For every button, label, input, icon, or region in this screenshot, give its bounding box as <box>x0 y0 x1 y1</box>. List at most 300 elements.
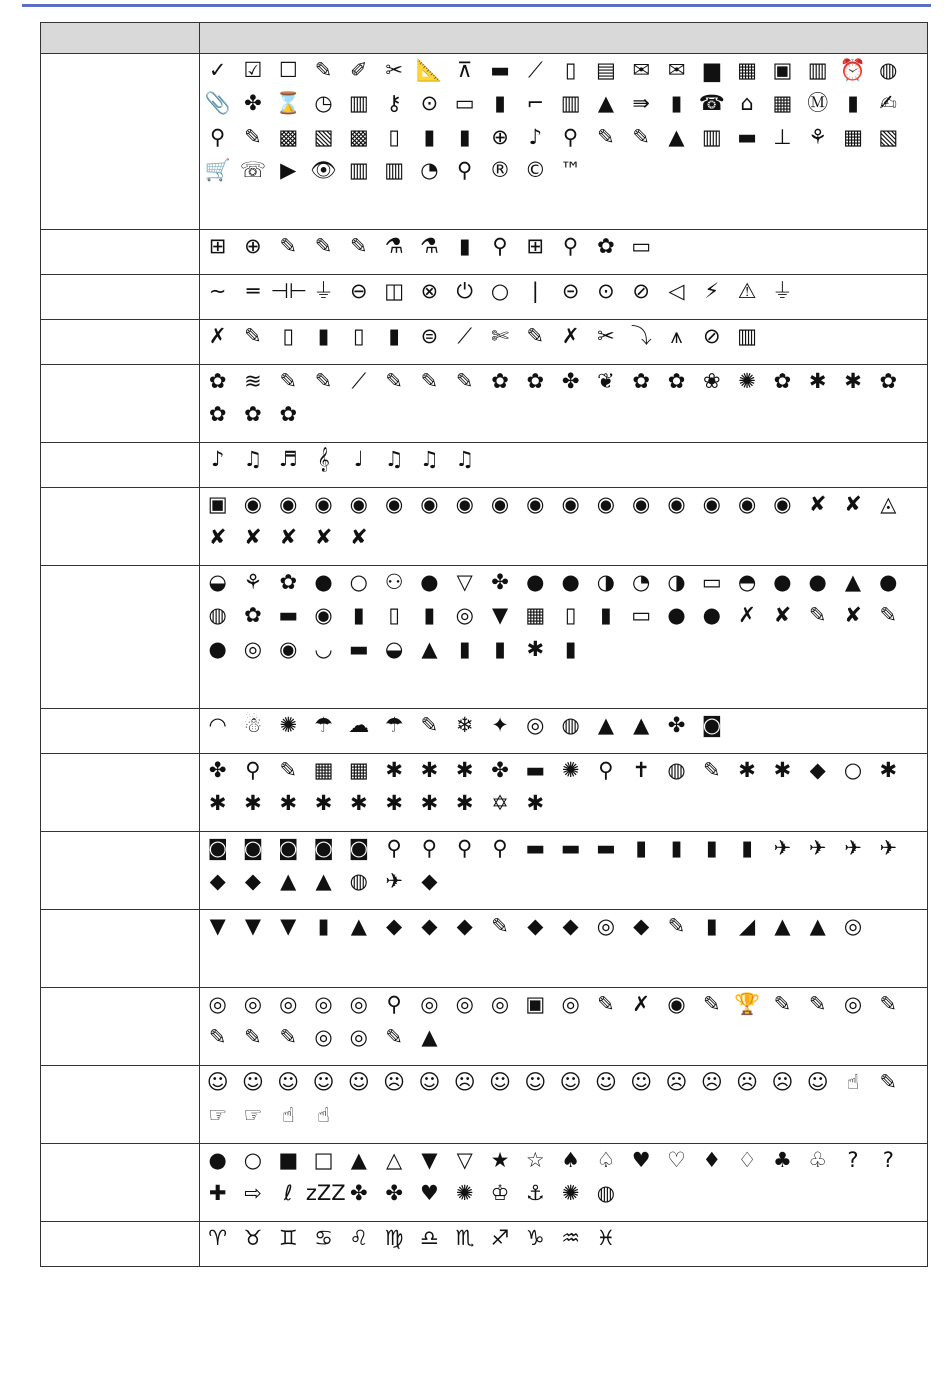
symbol-glyph: ✘ <box>844 492 862 516</box>
symbol-glyph: ☁ <box>348 713 370 737</box>
symbol-glyph: ⊼ <box>457 58 473 82</box>
symbol-glyph: ℓ <box>283 1181 293 1206</box>
symbol-glyph: ❄ <box>455 713 474 737</box>
symbol-glyph: ● <box>702 603 721 628</box>
symbol-glyph: ● <box>879 570 898 594</box>
symbols-cell <box>200 566 928 709</box>
symbol-glyph: ☺ <box>312 1070 335 1094</box>
symbol-glyph: ◔ <box>420 158 439 183</box>
symbol-glyph: ⚲ <box>457 836 473 860</box>
symbol-glyph: ◠ <box>208 713 227 737</box>
header-category <box>41 23 200 54</box>
symbol-glyph: ☹ <box>771 1070 794 1094</box>
symbol-glyph: ▬ <box>490 58 510 82</box>
symbol-glyph: ✎ <box>597 124 615 149</box>
symbol-glyph: 🛒 <box>204 158 231 183</box>
symbol-glyph: ◉ <box>702 492 721 516</box>
symbol-grid <box>200 1066 927 1133</box>
symbol-glyph: ▦ <box>737 58 758 82</box>
symbol-glyph: ☺ <box>630 1070 653 1094</box>
category-cell <box>41 566 200 709</box>
symbol-glyph: ⚲ <box>209 124 226 149</box>
symbol-glyph: ◎ <box>314 992 333 1016</box>
symbol-glyph: ☞ <box>208 1103 228 1128</box>
symbol-glyph: ◉ <box>314 603 333 628</box>
symbol-glyph: ▲ <box>597 91 614 116</box>
symbol-glyph: ▮ <box>353 603 365 628</box>
symbol-glyph: ⚲ <box>386 992 402 1016</box>
symbol-glyph: ▼ <box>491 603 509 628</box>
symbol-glyph: △ <box>386 1148 403 1172</box>
symbol-glyph: © <box>524 158 546 183</box>
symbol-glyph: ▮ <box>388 324 400 348</box>
table-row <box>41 910 928 988</box>
symbol-glyph: ✗ <box>738 603 756 628</box>
symbol-glyph: ◆ <box>562 914 579 938</box>
symbol-glyph: ☺ <box>524 1070 547 1094</box>
symbol-glyph: ◉ <box>737 492 757 516</box>
symbol-glyph: ✎ <box>279 234 298 258</box>
symbol-glyph: ◎ <box>561 992 580 1016</box>
symbol-glyph: ❀ <box>703 369 721 393</box>
symbol-glyph: ✎ <box>879 603 898 628</box>
symbol-glyph: ▣ <box>207 492 228 516</box>
symbols-cell <box>200 754 928 832</box>
symbol-glyph: ⊙ <box>597 279 615 303</box>
symbol-glyph: ♦ <box>702 1148 722 1172</box>
symbol-glyph: ⚲ <box>245 758 261 782</box>
symbol-glyph: ✎ <box>808 992 827 1016</box>
symbol-glyph: ▲ <box>844 570 862 594</box>
symbols-cell <box>200 230 928 275</box>
symbol-glyph: ⚗ <box>384 234 404 258</box>
symbol-glyph: ◎ <box>349 992 368 1016</box>
symbol-glyph: ◑ <box>667 570 686 594</box>
symbol-glyph: ⚘ <box>243 570 263 594</box>
symbol-glyph: ⊘ <box>632 279 651 303</box>
symbol-glyph: ☂ <box>384 713 404 737</box>
symbol-glyph: ✿ <box>773 369 792 393</box>
symbol-glyph: ✎ <box>526 324 545 348</box>
symbol-glyph: ✈ <box>385 869 403 894</box>
symbol-glyph: ◆ <box>209 869 226 894</box>
symbol-glyph: ✎ <box>385 1025 403 1050</box>
symbol-glyph: ◉ <box>279 636 298 661</box>
symbol-glyph: ✿ <box>879 369 898 393</box>
symbol-glyph: ◎ <box>596 914 616 938</box>
symbol-glyph: ◓ <box>737 570 757 594</box>
symbol-glyph: ⏚ <box>771 279 793 303</box>
symbol-glyph: ⊜ <box>420 324 439 348</box>
symbol-grid <box>200 709 927 742</box>
symbol-glyph: ▶ <box>280 158 297 183</box>
symbol-glyph: ? <box>847 1148 859 1172</box>
symbols-cell <box>200 910 928 988</box>
category-cell <box>41 709 200 754</box>
symbol-glyph: ✱ <box>385 758 403 782</box>
symbol-glyph: ● <box>808 570 827 594</box>
category-cell <box>41 488 200 566</box>
symbol-glyph: ✎ <box>597 992 615 1016</box>
symbol-glyph: ◎ <box>455 603 474 628</box>
symbol-glyph: ⊞ <box>208 234 227 258</box>
symbol-glyph: ☺ <box>594 1070 617 1094</box>
symbol-glyph: ◡ <box>314 636 333 661</box>
symbol-grid <box>200 230 927 263</box>
symbol-glyph: ✈ <box>773 836 792 860</box>
symbol-glyph: ☹ <box>736 1070 759 1094</box>
symbol-glyph: ? <box>882 1148 894 1172</box>
symbol-glyph: ▩ <box>278 124 299 149</box>
symbol-glyph: ✺ <box>561 758 580 782</box>
symbol-glyph: ♫ <box>384 447 404 471</box>
symbol-glyph: ● <box>667 603 686 628</box>
symbol-glyph: ◉ <box>526 492 545 516</box>
symbol-glyph: ☹ <box>383 1070 406 1094</box>
symbol-glyph: ✿ <box>244 603 262 628</box>
symbol-glyph: ☹ <box>700 1070 723 1094</box>
symbol-glyph: ✱ <box>350 791 368 816</box>
category-cell <box>41 910 200 988</box>
symbol-glyph: ▲ <box>774 914 791 938</box>
symbol-glyph: ✎ <box>703 992 721 1016</box>
table-row <box>41 488 928 566</box>
symbol-glyph: ✎ <box>879 1070 898 1094</box>
table-row <box>41 566 928 709</box>
symbol-glyph: ☐ <box>278 58 298 82</box>
symbol-glyph: ◉ <box>632 492 651 516</box>
symbol-glyph: ▮ <box>494 91 506 116</box>
symbol-grid <box>200 910 927 943</box>
symbol-glyph: ✎ <box>773 992 792 1016</box>
table-row <box>41 230 928 275</box>
symbol-glyph: ⌐ <box>526 91 545 116</box>
symbol-glyph: ◔ <box>632 570 651 594</box>
category-cell <box>41 320 200 365</box>
symbol-glyph: ✤ <box>208 758 227 782</box>
table-row <box>41 1066 928 1144</box>
symbol-glyph: ✉ <box>632 58 651 82</box>
symbol-glyph: ▦ <box>843 124 863 149</box>
symbol-glyph: ◆ <box>809 758 826 782</box>
table-row <box>41 1144 928 1222</box>
symbol-glyph: ▮ <box>564 636 577 661</box>
symbol-glyph: ☹ <box>453 1070 476 1094</box>
symbol-glyph: ✝ <box>632 758 651 782</box>
symbol-glyph: ◉ <box>773 492 792 516</box>
symbol-glyph: ✿ <box>279 402 298 427</box>
symbol-glyph: ○ <box>843 758 863 782</box>
symbol-glyph: ✿ <box>208 369 227 393</box>
symbol-glyph: ✱ <box>844 369 862 393</box>
symbol-glyph: ▯ <box>564 58 577 82</box>
symbol-glyph: ✈ <box>808 836 827 860</box>
symbol-glyph: ✂ <box>597 324 615 348</box>
category-cell <box>41 988 200 1066</box>
symbol-glyph: ⚷ <box>386 91 402 116</box>
symbol-glyph: ▮ <box>635 836 647 860</box>
symbol-glyph: ✱ <box>420 791 439 816</box>
symbol-glyph: ✎ <box>808 603 827 628</box>
symbol-glyph: ✱ <box>773 758 792 782</box>
symbol-grid <box>200 832 927 899</box>
symbol-glyph: ◬ <box>880 492 897 516</box>
symbol-glyph: ▲ <box>668 124 685 149</box>
table-header-row <box>41 23 928 54</box>
symbol-glyph: ⏻ <box>456 279 474 303</box>
category-cell <box>41 1222 200 1267</box>
symbol-glyph: ▣ <box>525 992 546 1016</box>
symbol-glyph: ✘ <box>314 525 333 550</box>
symbol-glyph: ✘ <box>808 492 827 516</box>
symbols-cell <box>200 709 928 754</box>
symbol-grid <box>200 1144 927 1211</box>
symbol-glyph: ™ <box>560 158 582 183</box>
symbol-glyph: ▭ <box>631 234 652 258</box>
symbol-glyph: ✤ <box>667 713 686 737</box>
symbol-glyph: ★ <box>490 1148 510 1172</box>
symbol-glyph: ® <box>489 158 511 183</box>
symbol-glyph: ⟋ <box>457 324 473 348</box>
symbol-glyph: ◙ <box>348 836 370 860</box>
symbol-glyph: ⚲ <box>492 234 508 258</box>
symbol-glyph: ⏰ <box>839 58 867 82</box>
symbol-glyph: 🏆 <box>734 992 761 1016</box>
symbol-glyph: 📎 <box>204 91 231 116</box>
symbol-glyph: ◉ <box>349 492 368 516</box>
symbol-glyph: ☞ <box>243 1103 263 1128</box>
symbol-glyph: ⌛ <box>275 91 302 116</box>
symbol-glyph: ▮ <box>670 91 683 116</box>
symbol-glyph: ✱ <box>526 791 545 816</box>
symbol-glyph: ♠ <box>561 1148 581 1172</box>
symbol-glyph: ✤ <box>491 570 509 594</box>
symbol-glyph: ▮ <box>458 124 471 149</box>
symbol-glyph: ◆ <box>244 869 262 894</box>
category-cell <box>41 832 200 910</box>
symbol-glyph: ◙ <box>701 713 722 737</box>
symbol-glyph: ✺ <box>738 369 756 393</box>
symbol-glyph: ✱ <box>879 758 898 782</box>
symbol-glyph: ▭ <box>701 570 722 594</box>
category-cell <box>41 365 200 443</box>
symbols-cell <box>200 832 928 910</box>
symbol-glyph: ▬ <box>525 836 546 860</box>
table-row <box>41 54 928 230</box>
symbol-glyph: ▲ <box>421 1025 438 1050</box>
symbol-glyph: ∼ <box>208 279 227 303</box>
symbol-glyph: ▭ <box>454 91 475 116</box>
symbol-glyph: ▬ <box>348 636 369 661</box>
symbol-glyph: ✗ <box>208 324 227 348</box>
symbol-glyph: ✱ <box>244 791 262 816</box>
symbol-glyph: ▮ <box>741 836 753 860</box>
symbol-glyph: ♌ <box>349 1226 369 1250</box>
symbol-glyph: Ⓜ <box>807 91 829 116</box>
symbol-glyph: ⊞ <box>526 234 545 258</box>
symbol-glyph: ▮ <box>458 636 471 661</box>
symbol-glyph: ▥ <box>701 124 722 149</box>
symbol-grid <box>200 320 927 353</box>
symbol-glyph: ♧ <box>808 1148 828 1172</box>
symbol-glyph: ✡ <box>491 791 509 816</box>
symbol-glyph: ☺ <box>489 1070 511 1094</box>
symbol-glyph: ▲ <box>633 713 650 737</box>
symbols-cell <box>200 443 928 488</box>
symbol-glyph: ✎ <box>350 234 368 258</box>
symbol-glyph: ▮ <box>423 603 436 628</box>
symbol-glyph: ☏ <box>239 158 267 183</box>
symbol-glyph: ◆ <box>633 914 650 938</box>
symbol-glyph: ✈ <box>879 836 898 860</box>
symbol-glyph: ✱ <box>208 791 227 816</box>
symbol-glyph: ◑ <box>596 570 616 594</box>
table-row <box>41 443 928 488</box>
symbol-glyph: ◉ <box>667 992 686 1016</box>
symbol-glyph: ▮ <box>317 324 330 348</box>
symbol-glyph: ✈ <box>844 836 862 860</box>
symbol-glyph: ♈ <box>208 1226 228 1250</box>
symbol-glyph: ✎ <box>455 369 474 393</box>
symbol-glyph: ✱ <box>526 636 545 661</box>
symbol-grid <box>200 275 927 308</box>
symbol-glyph: ▩ <box>348 124 369 149</box>
symbol-glyph: ▤ <box>595 58 616 82</box>
symbol-glyph: ⚠ <box>737 279 757 303</box>
symbol-glyph: ✎ <box>491 914 509 938</box>
symbol-glyph: ▲ <box>809 914 826 938</box>
symbol-glyph: ✎ <box>314 58 333 82</box>
symbol-glyph: ▮ <box>458 234 471 258</box>
table-row <box>41 275 928 320</box>
symbol-glyph: ▮ <box>670 836 683 860</box>
symbol-glyph: ♋ <box>314 1226 333 1250</box>
symbol-glyph: ● <box>420 570 439 594</box>
symbol-glyph: ⊗ <box>420 279 439 303</box>
symbol-glyph: ✘ <box>350 525 368 550</box>
symbol-glyph: ● <box>314 570 333 594</box>
symbol-glyph: ◫ <box>384 279 405 303</box>
symbol-glyph: ▲ <box>421 636 438 661</box>
symbol-glyph: ✎ <box>879 992 898 1016</box>
symbols-cell <box>200 1144 928 1222</box>
symbol-glyph: ■ <box>278 1148 299 1172</box>
symbol-glyph: ✺ <box>279 713 298 737</box>
symbol-glyph: ✎ <box>314 369 333 393</box>
symbol-glyph: ⤵ <box>630 324 652 348</box>
symbol-glyph: ◷ <box>314 91 333 116</box>
header-symbols <box>200 23 928 54</box>
symbol-glyph: ▯ <box>282 324 295 348</box>
symbol-glyph: ◎ <box>843 914 863 938</box>
symbol-glyph: ✎ <box>667 914 686 938</box>
symbol-glyph: ✿ <box>279 570 298 594</box>
symbol-glyph: ⚲ <box>562 234 579 258</box>
symbol-glyph: ✎ <box>279 369 298 393</box>
symbol-glyph: ◉ <box>596 492 616 516</box>
symbols-cell <box>200 275 928 320</box>
symbol-glyph: ▼ <box>421 1148 438 1172</box>
symbol-glyph: ✿ <box>491 369 509 393</box>
symbol-glyph: ☆ <box>525 1148 545 1172</box>
symbol-glyph: ✿ <box>526 369 545 393</box>
category-cell <box>41 230 200 275</box>
symbol-glyph: ◉ <box>384 492 404 516</box>
symbol-glyph: ▮ <box>600 603 612 628</box>
symbol-glyph: ✿ <box>208 402 227 427</box>
table-row <box>41 709 928 754</box>
symbol-table <box>40 22 928 1267</box>
symbol-grid <box>200 1222 927 1255</box>
symbol-glyph: ▲ <box>350 1148 367 1172</box>
symbol-glyph: ◍ <box>667 758 686 782</box>
symbol-glyph: ▬ <box>595 836 616 860</box>
symbol-glyph: ✉ <box>667 58 686 82</box>
symbol-glyph: ✿ <box>667 369 686 393</box>
symbol-glyph: ✎ <box>420 369 439 393</box>
symbol-glyph: ▯ <box>353 324 365 348</box>
symbol-glyph: ▣ <box>772 58 793 82</box>
symbol-glyph: ♩ <box>353 447 364 471</box>
symbol-glyph: ● <box>561 570 580 594</box>
symbol-glyph: ◎ <box>455 992 474 1016</box>
symbol-glyph: ✘ <box>208 525 227 550</box>
symbol-glyph: 𝄞 <box>317 447 330 471</box>
symbol-glyph: ⚲ <box>457 158 473 183</box>
symbol-glyph: ◉ <box>279 492 298 516</box>
symbol-glyph: ✘ <box>279 525 298 550</box>
symbol-glyph: 👁 <box>310 158 337 183</box>
symbol-glyph: ▼ <box>244 914 262 938</box>
symbol-glyph: ▭ <box>631 603 652 628</box>
table-row <box>41 754 928 832</box>
symbol-glyph: ☺ <box>241 1070 264 1094</box>
symbol-glyph: ◉ <box>420 492 439 516</box>
symbol-glyph: ◙ <box>313 836 334 860</box>
symbol-glyph: ◉ <box>455 492 474 516</box>
symbol-glyph: ✤ <box>350 1181 368 1206</box>
symbol-glyph: ✄ <box>491 324 509 348</box>
category-cell <box>41 754 200 832</box>
symbol-glyph: ♥ <box>420 1181 439 1206</box>
symbol-glyph: ▮ <box>847 91 859 116</box>
symbol-glyph: ◢ <box>739 914 756 938</box>
symbol-glyph: ▬ <box>525 758 546 782</box>
symbol-glyph: ▯ <box>564 603 577 628</box>
table-row <box>41 832 928 910</box>
category-cell <box>41 443 200 488</box>
symbol-glyph: ○ <box>349 570 368 594</box>
symbol-glyph: ◎ <box>420 992 439 1016</box>
symbol-glyph: ✱ <box>314 791 333 816</box>
symbol-glyph: ◁ <box>668 279 685 303</box>
symbol-glyph: ♑ <box>525 1226 545 1250</box>
symbol-glyph: ♏ <box>455 1226 475 1250</box>
symbol-glyph: ♪ <box>528 124 543 149</box>
category-cell <box>41 1144 200 1222</box>
symbol-glyph: ▥ <box>737 324 758 348</box>
category-cell <box>41 54 200 230</box>
symbols-cell <box>200 54 928 230</box>
symbol-glyph: ▥ <box>348 91 369 116</box>
symbol-glyph: ▲ <box>350 914 367 938</box>
symbol-glyph: ☺ <box>418 1070 441 1094</box>
symbol-glyph: ✱ <box>455 791 474 816</box>
symbol-glyph: ♪ <box>210 447 225 471</box>
symbol-glyph: ≋ <box>244 369 262 393</box>
symbol-glyph: ✤ <box>244 91 262 116</box>
category-cell <box>41 275 200 320</box>
